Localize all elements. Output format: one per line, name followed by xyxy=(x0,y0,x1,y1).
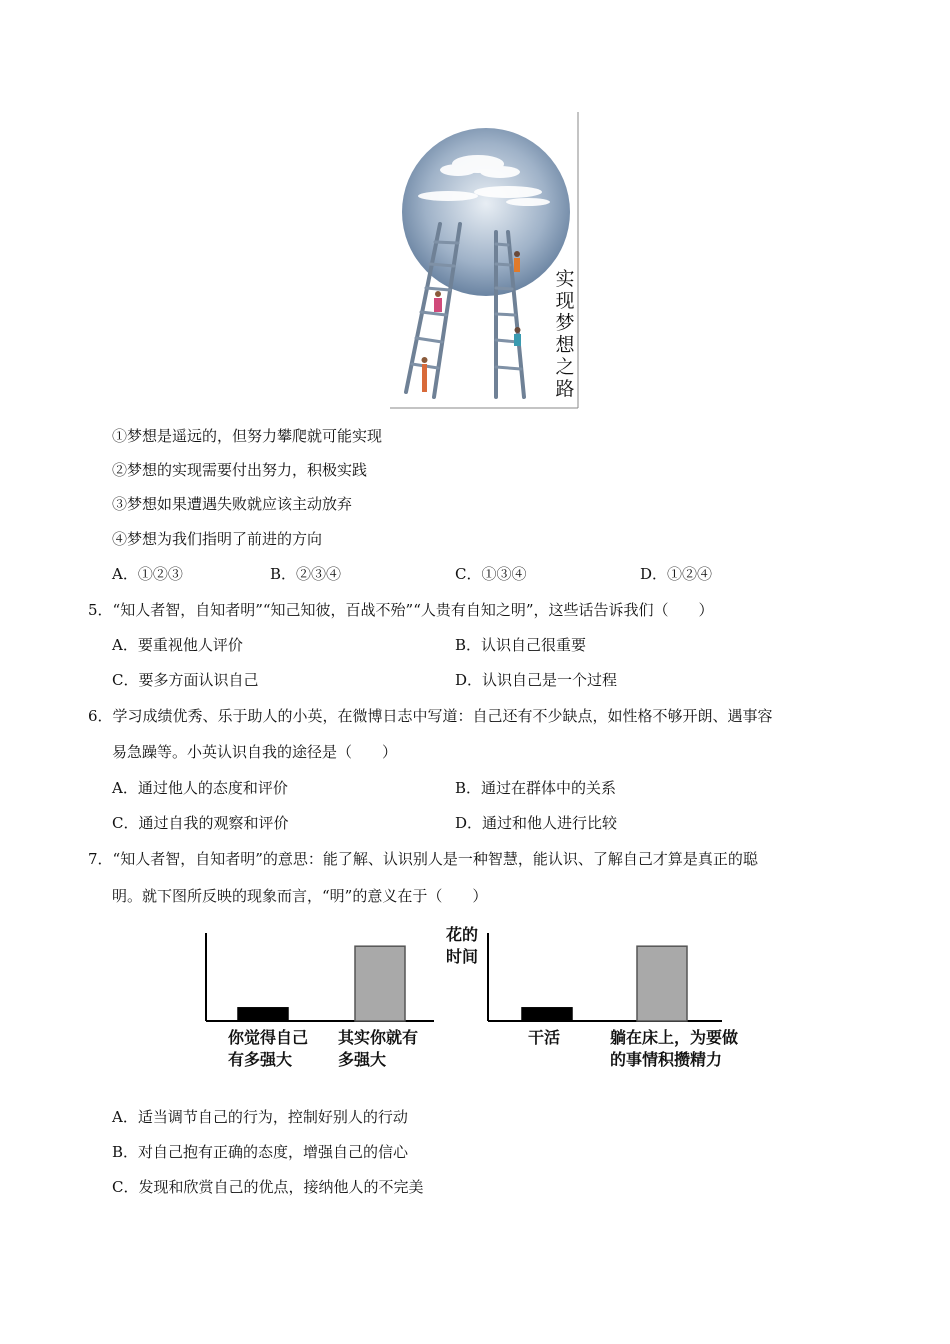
q7-stem-line1: 7．“知人者智，自知者明”的意思：能了解、认识别人是一种智慧，能认识、了解自己才算是真正的聪 xyxy=(88,850,758,868)
dream-ladder-drawing xyxy=(388,112,580,410)
chart1-bar-1 xyxy=(637,946,687,1021)
q4-option-a[interactable]: A．①②③ xyxy=(112,565,183,583)
chart1-category-label: 干活 xyxy=(528,1028,561,1047)
chart0-bar-1 xyxy=(355,946,405,1021)
chart0-bar-0 xyxy=(238,1008,288,1021)
dream-ladder-illustration xyxy=(388,112,580,410)
chart0-category-label: 其实你就有 xyxy=(338,1028,419,1047)
q5-option-d[interactable]: D．认识自己是一个过程 xyxy=(455,671,618,689)
q4-statement-4: ④梦想为我们指明了前进的方向 xyxy=(112,530,323,548)
q4-option-b[interactable]: B．②③④ xyxy=(270,565,342,583)
q4-statement-3: ③梦想如果遭遇失败就应该主动放弃 xyxy=(112,495,353,513)
q5-stem: 5．“知人者智，自知者明”“知己知彼，百战不殆”“人贵有自知之明”，这些话告诉我们（ ） xyxy=(88,601,714,619)
q7-stem-line2: 明。就下图所反映的现象而言，“明”的意义在于（ ） xyxy=(112,887,488,905)
q4-option-c[interactable]: C．①③④ xyxy=(455,565,527,583)
q7-option-a[interactable]: A．适当调节自己的行为，控制好别人的行动 xyxy=(112,1108,408,1126)
chart0-category-label: 有多强大 xyxy=(228,1050,293,1069)
q4-option-d[interactable]: D．①②④ xyxy=(640,565,713,583)
q4-statement-2: ②梦想的实现需要付出努力，积极实践 xyxy=(112,461,368,479)
chart-time-spent xyxy=(440,920,770,1075)
chart1-bar-0 xyxy=(522,1008,572,1021)
figure-caption-vertical: 实现梦想之路 xyxy=(555,268,575,400)
q6-option-d[interactable]: D．通过和他人进行比较 xyxy=(455,814,618,832)
q7-option-c[interactable]: C．发现和欣赏自己的优点，接纳他人的不完美 xyxy=(112,1178,424,1196)
q6-option-b[interactable]: B．通过在群体中的关系 xyxy=(455,779,617,797)
q6-stem-line2: 易急躁等。小英认识自我的途径是（ ） xyxy=(112,743,398,761)
chart1-y-label: 时间 xyxy=(446,947,479,966)
q5-option-a[interactable]: A．要重视他人评价 xyxy=(112,636,243,654)
chart0-category-label: 多强大 xyxy=(338,1050,387,1069)
chart1-category-label: 的事情积攒精力 xyxy=(610,1050,723,1069)
q6-option-a[interactable]: A．通过他人的态度和评价 xyxy=(112,779,288,797)
q5-option-b[interactable]: B．认识自己很重要 xyxy=(455,636,587,654)
chart1-y-label: 花的 xyxy=(446,925,479,944)
q6-option-c[interactable]: C．通过自我的观察和评价 xyxy=(112,814,289,832)
q7-option-b[interactable]: B．对自己抱有正确的态度，增强自己的信心 xyxy=(112,1143,409,1161)
q6-stem-line1: 6．学习成绩优秀、乐于助人的小英，在微博日志中写道：自己还有不少缺点，如性格不够开朗、遇事容 xyxy=(88,707,773,725)
chart-time-spent-svg xyxy=(440,920,770,1075)
chart0-category-label: 你觉得自己 xyxy=(228,1028,309,1047)
chart-self-perception-svg xyxy=(200,925,440,1075)
q4-statement-1: ①梦想是遥远的，但努力攀爬就可能实现 xyxy=(112,427,383,445)
chart1-category-label: 躺在床上，为要做 xyxy=(610,1028,739,1047)
q5-option-c[interactable]: C．要多方面认识自己 xyxy=(112,671,259,689)
chart-self-perception xyxy=(200,925,440,1075)
